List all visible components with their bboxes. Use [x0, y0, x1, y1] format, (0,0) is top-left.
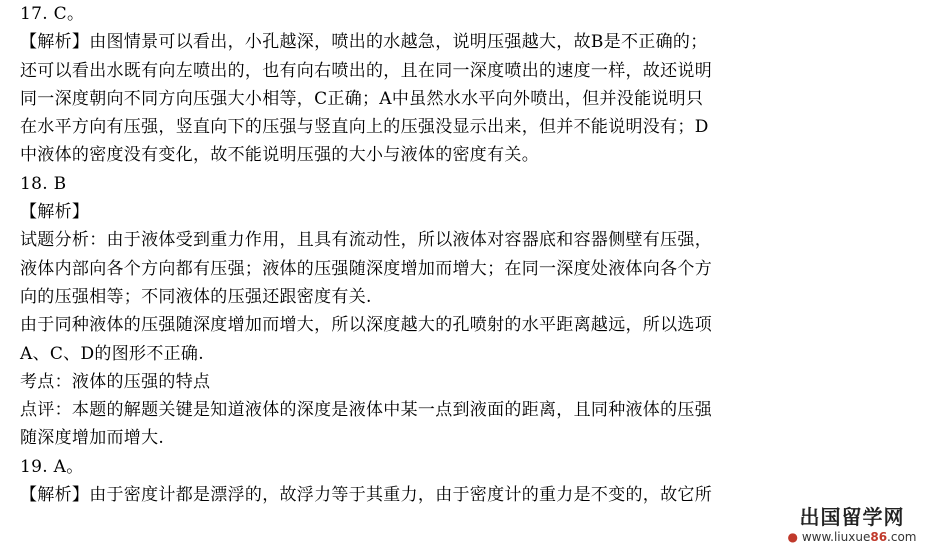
text-line: 19. A。 [20, 456, 84, 477]
text-line: 考点：液体的压强的特点 [20, 371, 211, 392]
text-line: 由于同种液体的压强随深度增加而增大，所以深度越大的孔喷射的水平距离越远，所以选项 [20, 315, 712, 336]
text-line: 【解析】 [20, 202, 90, 223]
text-line: 中液体的密度没有变化，故不能说明压强的大小与液体的密度有关。 [20, 145, 539, 166]
text-line: 【解析】由于密度计都是漂浮的，故浮力等于其重力，由于密度计的重力是不变的，故它所 [20, 485, 712, 506]
text-line: 在水平方向有压强，竖直向下的压强与竖直向上的压强没显示出来，但并不能说明没有；D [20, 117, 709, 138]
text-line: 向的压强相等；不同液体的压强还跟密度有关. [20, 286, 372, 307]
text-line: 17. C。 [20, 4, 85, 24]
watermark-url-tail: .com [887, 530, 917, 544]
watermark-url-number: 86 [870, 530, 888, 544]
watermark-url [782, 529, 922, 545]
text-line: 随深度增加而增大. [20, 428, 165, 449]
watermark-title: 出国留学网 [799, 505, 905, 529]
text-line: A、C、D的图形不正确. [20, 343, 204, 364]
document-body [20, 0, 920, 509]
text-line: 还可以看出水既有向左喷出的，也有向右喷出的，且在同一深度喷出的速度一样，故还说明 [20, 60, 712, 81]
text-line: 点评：本题的解题关键是知道液体的深度是液体中某一点到液面的距离，且同种液体的压强 [20, 400, 712, 421]
text-line: 试题分析：由于液体受到重力作用，且具有流动性，所以液体对容器底和容器侧壁有压强， [20, 230, 712, 251]
text-line: 同一深度朝向不同方向压强大小相等，C正确；A中虽然水水平向外喷出，但并没能说明只 [20, 88, 704, 109]
site-watermark [782, 505, 922, 545]
text-line: 18. B [20, 173, 67, 194]
text-line: 液体内部向各个方向都有压强；液体的压强随深度增加而增大；在同一深度处液体向各个方 [20, 258, 712, 279]
text-line: 【解析】由图情景可以看出，小孔越深，喷出的水越急，说明压强越大，故B是不正确的； [20, 32, 708, 53]
watermark-url-main: www.liuxue [801, 530, 871, 544]
bullet-icon: ● [787, 530, 798, 544]
